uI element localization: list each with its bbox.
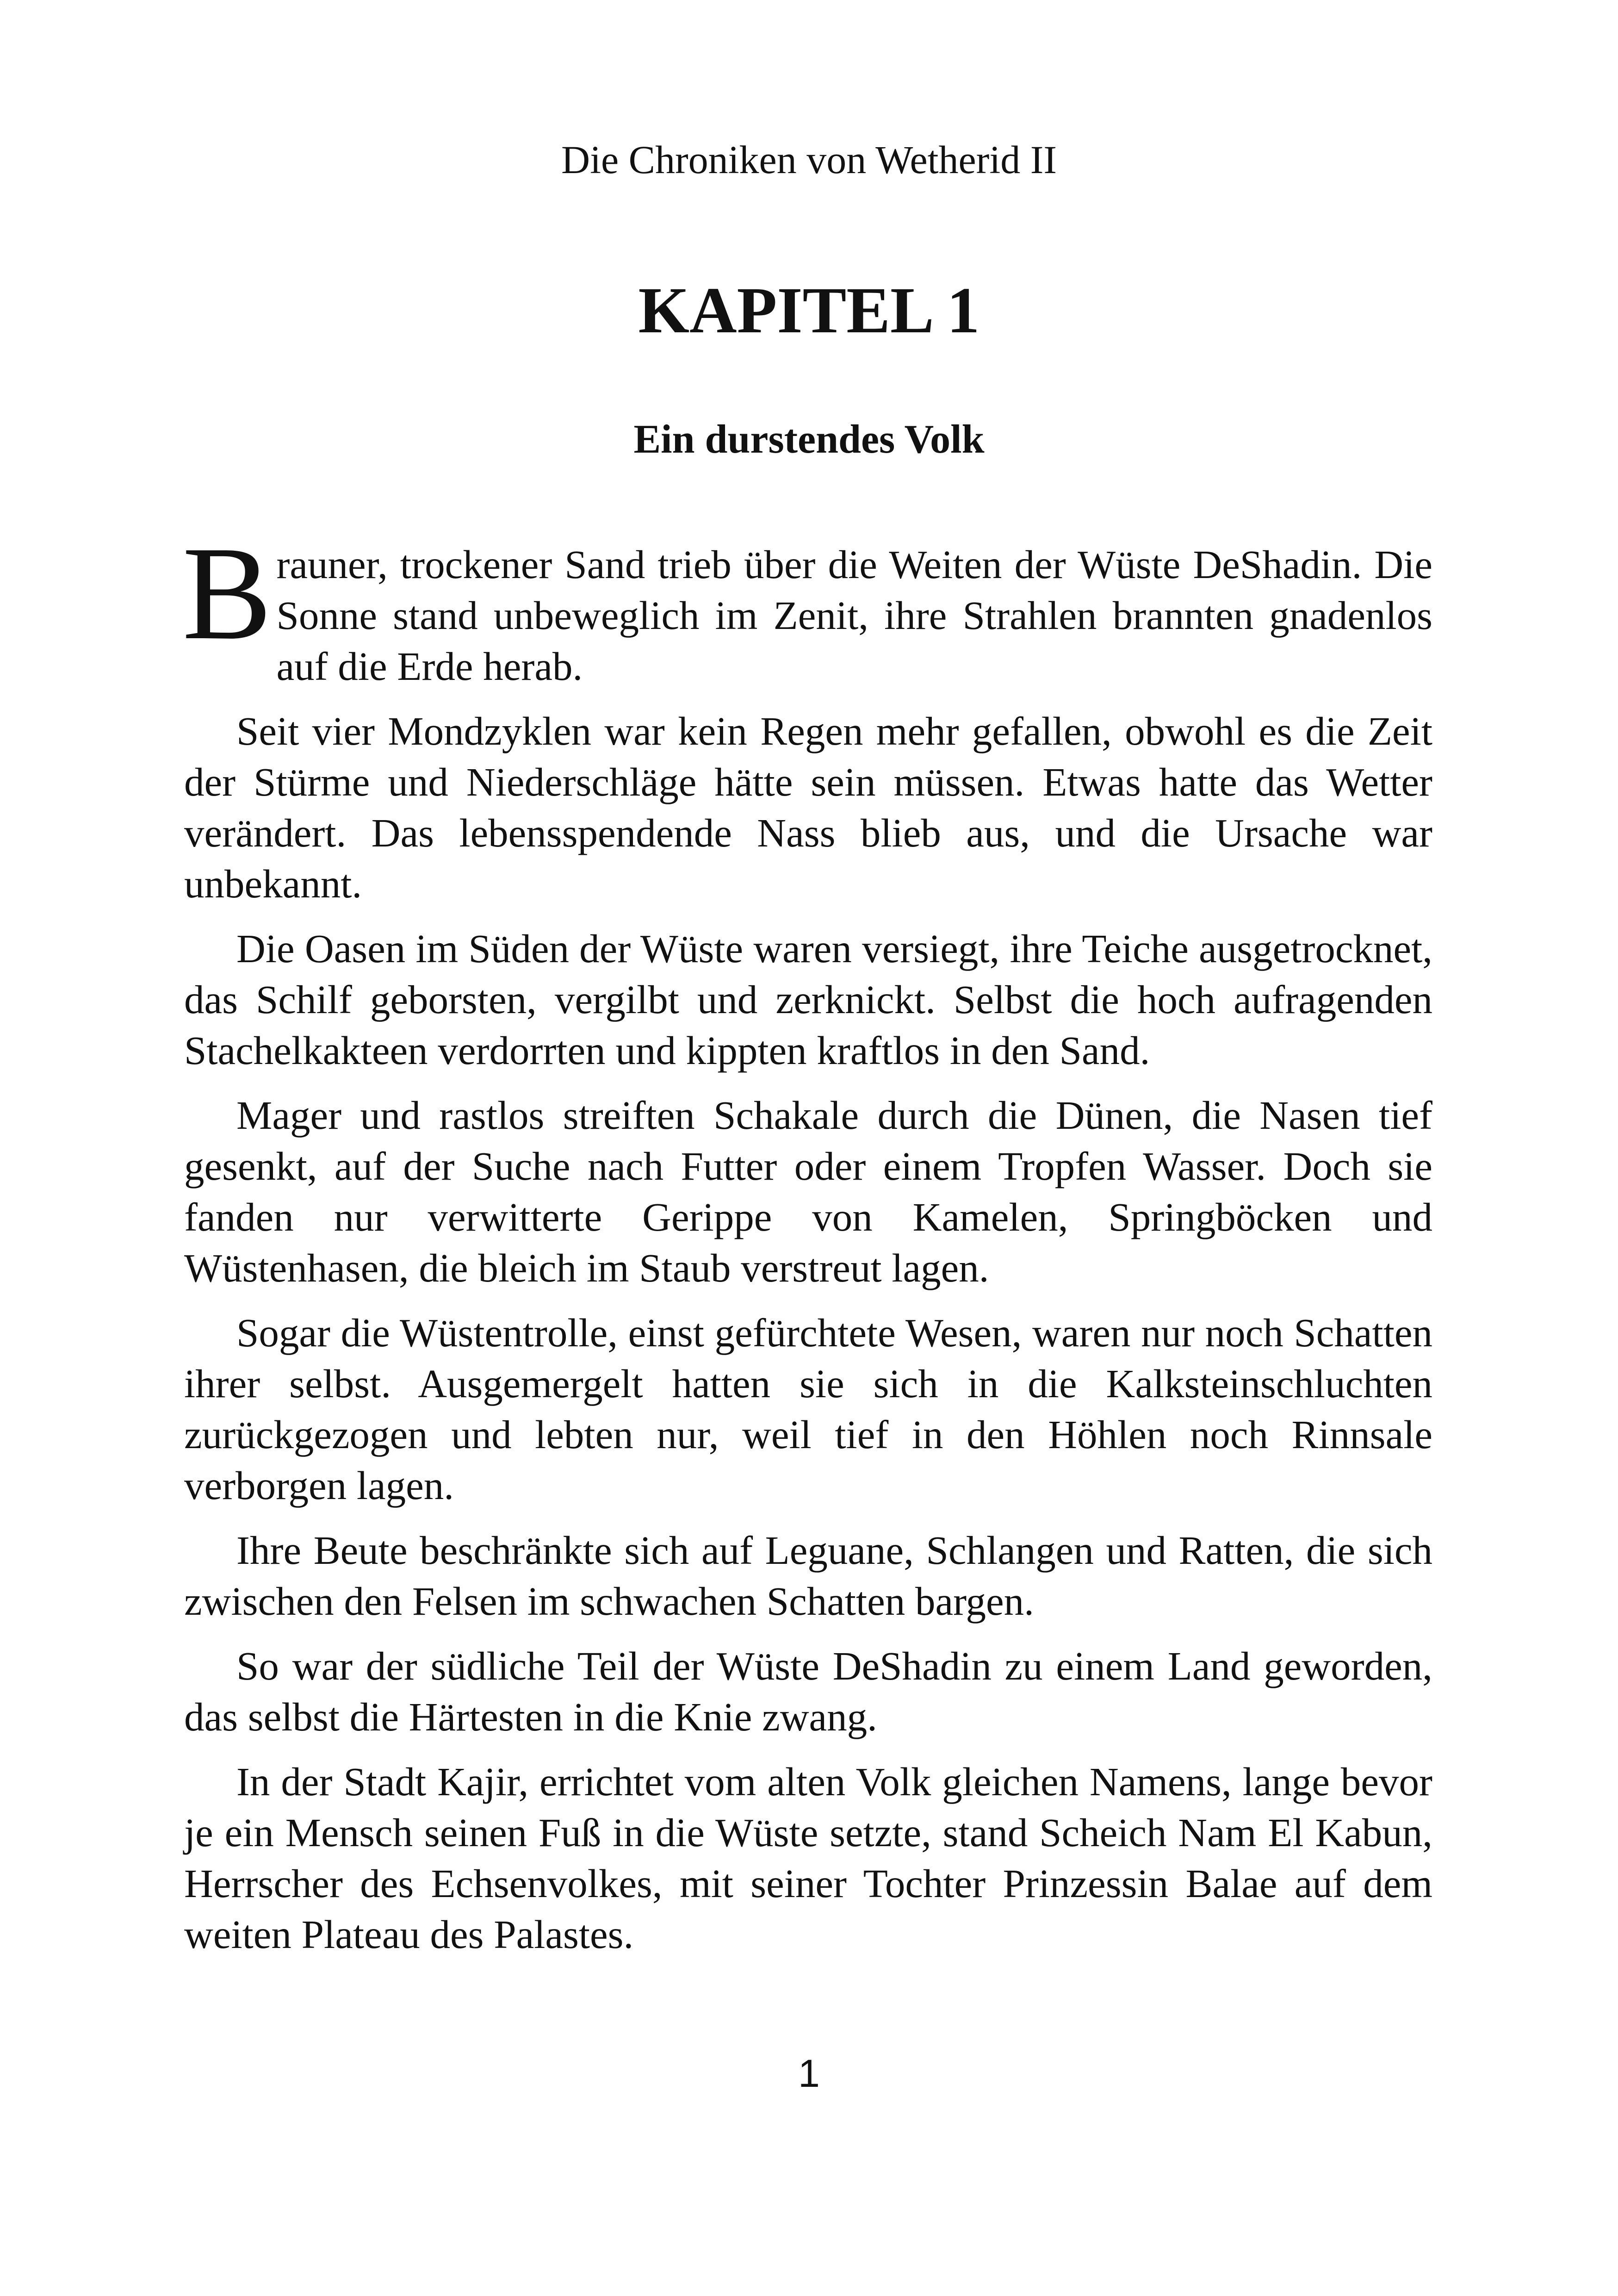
page-number: 1 — [798, 2052, 820, 2095]
paragraph-5: Sogar die Wüstentrolle, einst gefürchtete Wesen, waren nur noch Schatten ihrer selbst. Ausgemergelt hatten sie sich in die Kalksteinschluchten zurückgezogen und lebten nur, weil tief in den Höhlen noch Rinnsale verborgen lagen. — [184, 1310, 1432, 1508]
paragraph-1-text: rauner, trockener Sand trieb über die Weiten der Wüste DeShadin. Die Sonne stand unbeweglich im Zenit, ihre Strahlen brannten gnadenlos auf die Erde herab. — [276, 542, 1432, 689]
paragraph-8: In der Stadt Kajir, errichtet vom alten Volk gleichen Namens, lange bevor je ein Mensch seinen Fuß in die Wüste setzte, stand Scheich Nam El Kabun, Herrscher des Echsenvolkes, mit seiner Tochter Prinzessin Balae auf dem weiten Plateau des Palastes. — [184, 1759, 1432, 1957]
paragraph-3: Die Oasen im Süden der Wüste waren versiegt, ihre Teiche ausgetrocknet, das Schilf geborsten, vergilbt und zerknickt. Selbst die hoch aufragenden Stachelkakteen verdorrten und kippten kraftlos in den Sand. — [184, 926, 1432, 1073]
chapter-subtitle: Ein durstendes Volk — [633, 417, 985, 462]
running-header: Die Chroniken von Wetherid II — [561, 137, 1057, 182]
paragraph-6: Ihre Beute beschränkte sich auf Leguane, Schlangen und Ratten, die sich zwischen den Felsen im schwachen Schatten bargen. — [184, 1528, 1432, 1624]
chapter-title: KAPITEL 1 — [638, 274, 980, 347]
paragraph-7: So war der südliche Teil der Wüste DeShadin zu einem Land geworden, das selbst die Härtesten in die Knie zwang. — [184, 1643, 1432, 1739]
paragraph-4: Mager und rastlos streiften Schakale durch die Dünen, die Nasen tief gesenkt, auf der Suche nach Futter oder einem Tropfen Wasser. Doch sie fanden nur verwitterte Gerippe von Kamelen, Springböcken und Wüstenhasen, die bleich im Staub verstreut lagen. — [184, 1093, 1432, 1290]
paragraph-2: Seit vier Mondzyklen war kein Regen mehr gefallen, obwohl es die Zeit der Stürme und Niederschläge hätte sein müssen. Etwas hatte das Wetter verändert. Das lebensspendende Nass blieb aus, und die Ursache war unbekannt. — [184, 709, 1432, 906]
body-text — [182, 519, 1432, 1974]
drop-cap: B — [182, 519, 272, 667]
paragraph-1 — [182, 519, 1432, 692]
